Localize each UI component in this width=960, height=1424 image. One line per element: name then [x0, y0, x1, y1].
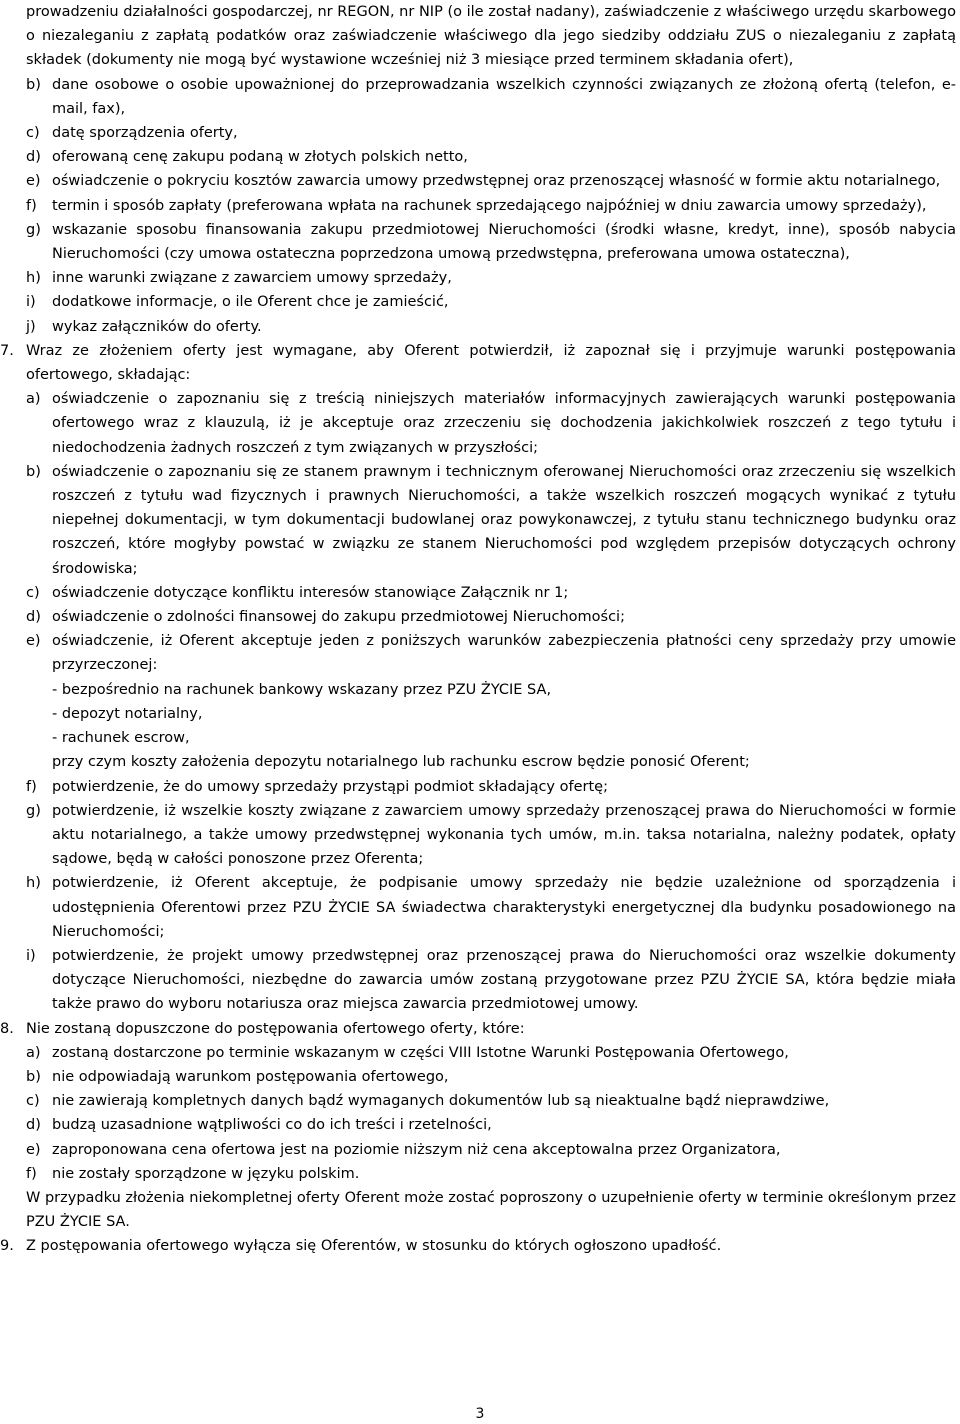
list-item — [26, 1162, 956, 1186]
list-item-label: c) — [26, 125, 40, 142]
list-item — [26, 460, 956, 581]
list-item-label: h) — [26, 270, 41, 287]
section8-text: Nie zostaną dopuszczone do postępowania ofertowego oferty, które: — [26, 1020, 525, 1037]
list-item-text: budzą uzasadnione wątpliwości co do ich treści i rzetelności, — [52, 1117, 492, 1134]
list-item — [26, 944, 956, 1017]
list-item-label: j) — [26, 318, 36, 335]
sub-line: przy czym koszty założenia depozytu notarialnego lub rachunku escrow będzie ponosić Oferent; — [52, 754, 750, 771]
list-item-label: e) — [26, 633, 41, 650]
section7-text: Wraz ze złożeniem oferty jest wymagane, aby Oferent potwierdził, iż zapoznał się i przyjmuje warunki postępowania ofertowego, składając: — [26, 342, 956, 384]
list-item — [26, 218, 956, 266]
list-item — [26, 799, 956, 872]
list-item-label: h) — [26, 875, 41, 892]
list-item — [26, 121, 956, 145]
list-item-text: oświadczenie o zdolności finansowej do zakupu przedmiotowej Nieruchomości; — [52, 609, 625, 626]
section9-number: 9. — [0, 1238, 14, 1255]
list-item-label: d) — [26, 1117, 41, 1134]
list-item-text: dane osobowe o osobie upoważnionej do przeprowadzania wszelkich czynności związanych ze złożoną ofertą (telefon, e-mail, fax), — [52, 76, 956, 117]
list-item-label: b) — [26, 76, 41, 93]
list-item-text: potwierdzenie, iż Oferent akceptuje, że podpisanie umowy sprzedaży nie będzie uzależnione od sporządzenia i udostępnienia Oferentowi przez PZU ŻYCIE SA świadectwa charakterystyki energetycznej dla budynku posadowionego na Nieruchomości; — [52, 875, 956, 940]
list-item-text: zaproponowana cena ofertowa jest na poziomie niższym niż cena akceptowalna przez Organizatora, — [52, 1141, 781, 1158]
list-item-text: nie odpowiadają warunkom postępowania ofertowego, — [52, 1068, 449, 1085]
list-item — [26, 266, 956, 290]
list-item-label: d) — [26, 609, 41, 626]
list-item — [26, 73, 956, 121]
section7-list — [26, 387, 956, 677]
list-item-label: f) — [26, 778, 37, 795]
section8-closing: W przypadku złożenia niekompletnej oferty Oferent może zostać poproszony o uzupełnienie oferty w terminie określonym przez PZU ŻYCIE SA. — [26, 1189, 956, 1231]
list-item-text: termin i sposób zapłaty (preferowana wpłata na rachunek sprzedającego najpóźniej w dniu zawarcia umowy sprzedaży), — [52, 197, 927, 214]
list-item-label: d) — [26, 149, 41, 166]
list-item-label: c) — [26, 1093, 40, 1110]
list-item — [26, 1138, 956, 1162]
list-item — [26, 1065, 956, 1089]
list-item-label: b) — [26, 463, 41, 480]
section7-number: 7. — [0, 342, 14, 359]
section8-number: 8. — [0, 1020, 14, 1037]
list-item-text: oświadczenie, iż Oferent akceptuje jeden z poniższych warunków zabezpieczenia płatności ceny sprzedaży przy umowie przyrzeczonej: — [52, 633, 956, 674]
list-item-label: g) — [26, 802, 41, 819]
list-item — [26, 315, 956, 339]
list-item-label: b) — [26, 1068, 41, 1085]
list-item-text: nie zostały sporządzone w języku polskim. — [52, 1165, 360, 1182]
list-item-text: dodatkowe informacje, o ile Oferent chce je zamieścić, — [52, 294, 449, 311]
list-item-text: inne warunki związane z zawarciem umowy sprzedaży, — [52, 270, 452, 287]
list-item-text: potwierdzenie, iż wszelkie koszty związane z zawarciem umowy sprzedaży przenoszącej prawa do Nieruchomości w formie aktu notarialnego, a także umowy przedwstępnej wykonania tych umów, m.in. taksa notarialna, należny podatek, opłaty sądowe, będą w całości ponoszone przez Oferenta; — [52, 802, 956, 868]
section7-e-sublines — [52, 678, 956, 775]
list-item-label: i) — [26, 947, 36, 964]
intro-paragraph: prowadzeniu działalności gospodarczej, nr REGON, nr NIP (o ile został nadany), zaświadczenie z właściwego urzędu skarbowego o niezaleganiu z zapłatą podatków oraz zaświadczenie właściwego dla jego siedziby oddziału ZUS o niezaleganiu z zapłatą składek (dokumenty nie mogą być wystawione wcześniej niż 3 miesiące przed terminem składania ofert), — [26, 4, 956, 69]
list-item-text: nie zawierają kompletnych danych bądź wymaganych dokumentów lub są nieaktualne bądź nieprawdziwe, — [52, 1093, 830, 1110]
list-item — [26, 605, 956, 629]
list-item-text: oświadczenie o zapoznaniu się ze stanem prawnym i technicznym oferowanej Nieruchomości oraz zrzeczeniu się wszelkich roszczeń z tytułu wad fizycznych i prawnych Nieruchomości, a także wszelkich roszczeń mogących wynikać z tytułu niepełnej dokumentacji, w tym dokumentacji budowlanej oraz powykonawczej, z tytułu stanu technicznego budynku oraz roszczeń, które mogłyby powstać w związku ze stanem Nieruchomości pod względem przepisów dotyczących ochrony środowiska; — [52, 463, 956, 577]
section7-heading — [0, 339, 956, 387]
list-item — [26, 871, 956, 944]
section7-list-continued — [26, 775, 956, 1017]
list-item — [26, 1041, 956, 1065]
list-item-label: f) — [26, 197, 37, 214]
list-item — [26, 1089, 956, 1113]
page-number: 3 — [475, 1406, 485, 1422]
list-item — [26, 629, 956, 677]
list-item-text: oferowaną cenę zakupu podaną w złotych polskich netto, — [52, 149, 468, 166]
list-item-text: oświadczenie o pokryciu kosztów zawarcia umowy przedwstępnej oraz przenoszącej własność w formie aktu notarialnego, — [52, 173, 941, 190]
list-item-label: i) — [26, 294, 36, 311]
list-item — [26, 775, 956, 799]
list-item — [26, 581, 956, 605]
list-item — [26, 194, 956, 218]
section9-text: Z postępowania ofertowego wyłącza się Oferentów, w stosunku do których ogłoszono upadłość. — [26, 1238, 722, 1255]
list-item-text: wskazanie sposobu finansowania zakupu przedmiotowej Nieruchomości (środki własne, kredyt, inne), sposób nabycia Nieruchomości (czy umowa ostateczna poprzedzona umową przedwstępna, preferowana umowa ostateczna), — [52, 221, 956, 263]
list-item-text: datę sporządzenia oferty, — [52, 125, 238, 142]
list-item — [26, 387, 956, 460]
list-item-text: oświadczenie o zapoznaniu się z treścią niniejszych materiałów informacyjnych zawierających warunki postępowania ofertowego wraz z klauzulą, iż je akceptuje oraz zrzeczeniu się dochodzenia jakichkolwiek roszczeń z tego tytułu i niedochodzenia żadnych roszczeń z tym związanych w przyszłości; — [52, 391, 956, 456]
list-item — [26, 290, 956, 314]
list-item-label: a) — [26, 1044, 41, 1061]
section8-list — [26, 1041, 956, 1186]
list-item-label: c) — [26, 584, 40, 601]
sub-line: - rachunek escrow, — [52, 730, 190, 747]
section8-heading — [0, 1017, 956, 1041]
list-item — [26, 169, 956, 193]
list-item-label: e) — [26, 173, 41, 190]
section9-heading — [0, 1234, 956, 1258]
list-item-text: potwierdzenie, że projekt umowy przedwstępnej oraz przenoszącej prawa do Nieruchomości oraz wszelkie dokumenty dotyczące Nieruchomości, niezbędne do zawarcia umów zostaną przygotowane przez PZU ŻYCIE SA, która będzie miała także prawo do wyboru notariusza oraz miejsca zawarcia przedmiotowej umowy. — [52, 947, 956, 1013]
list-item-label: f) — [26, 1165, 37, 1182]
list-item-text: wykaz załączników do oferty. — [52, 318, 262, 335]
list-item-label: a) — [26, 391, 41, 408]
list-item — [26, 1113, 956, 1137]
list-item-text: zostaną dostarczone po terminie wskazanym w części VIII Istotne Warunki Postępowania Ofertowego, — [52, 1044, 789, 1061]
list-item — [26, 145, 956, 169]
list-item-label: g) — [26, 221, 41, 238]
list-item-label: e) — [26, 1141, 41, 1158]
sub-line: - bezpośrednio na rachunek bankowy wskazany przez PZU ŻYCIE SA, — [52, 681, 552, 698]
section6-list — [26, 73, 956, 339]
list-item-text: oświadczenie dotyczące konfliktu interesów stanowiące Załącznik nr 1; — [52, 584, 569, 601]
sub-line: - depozyt notarialny, — [52, 705, 203, 722]
list-item-text: potwierdzenie, że do umowy sprzedaży przystąpi podmiot składający ofertę; — [52, 778, 608, 795]
